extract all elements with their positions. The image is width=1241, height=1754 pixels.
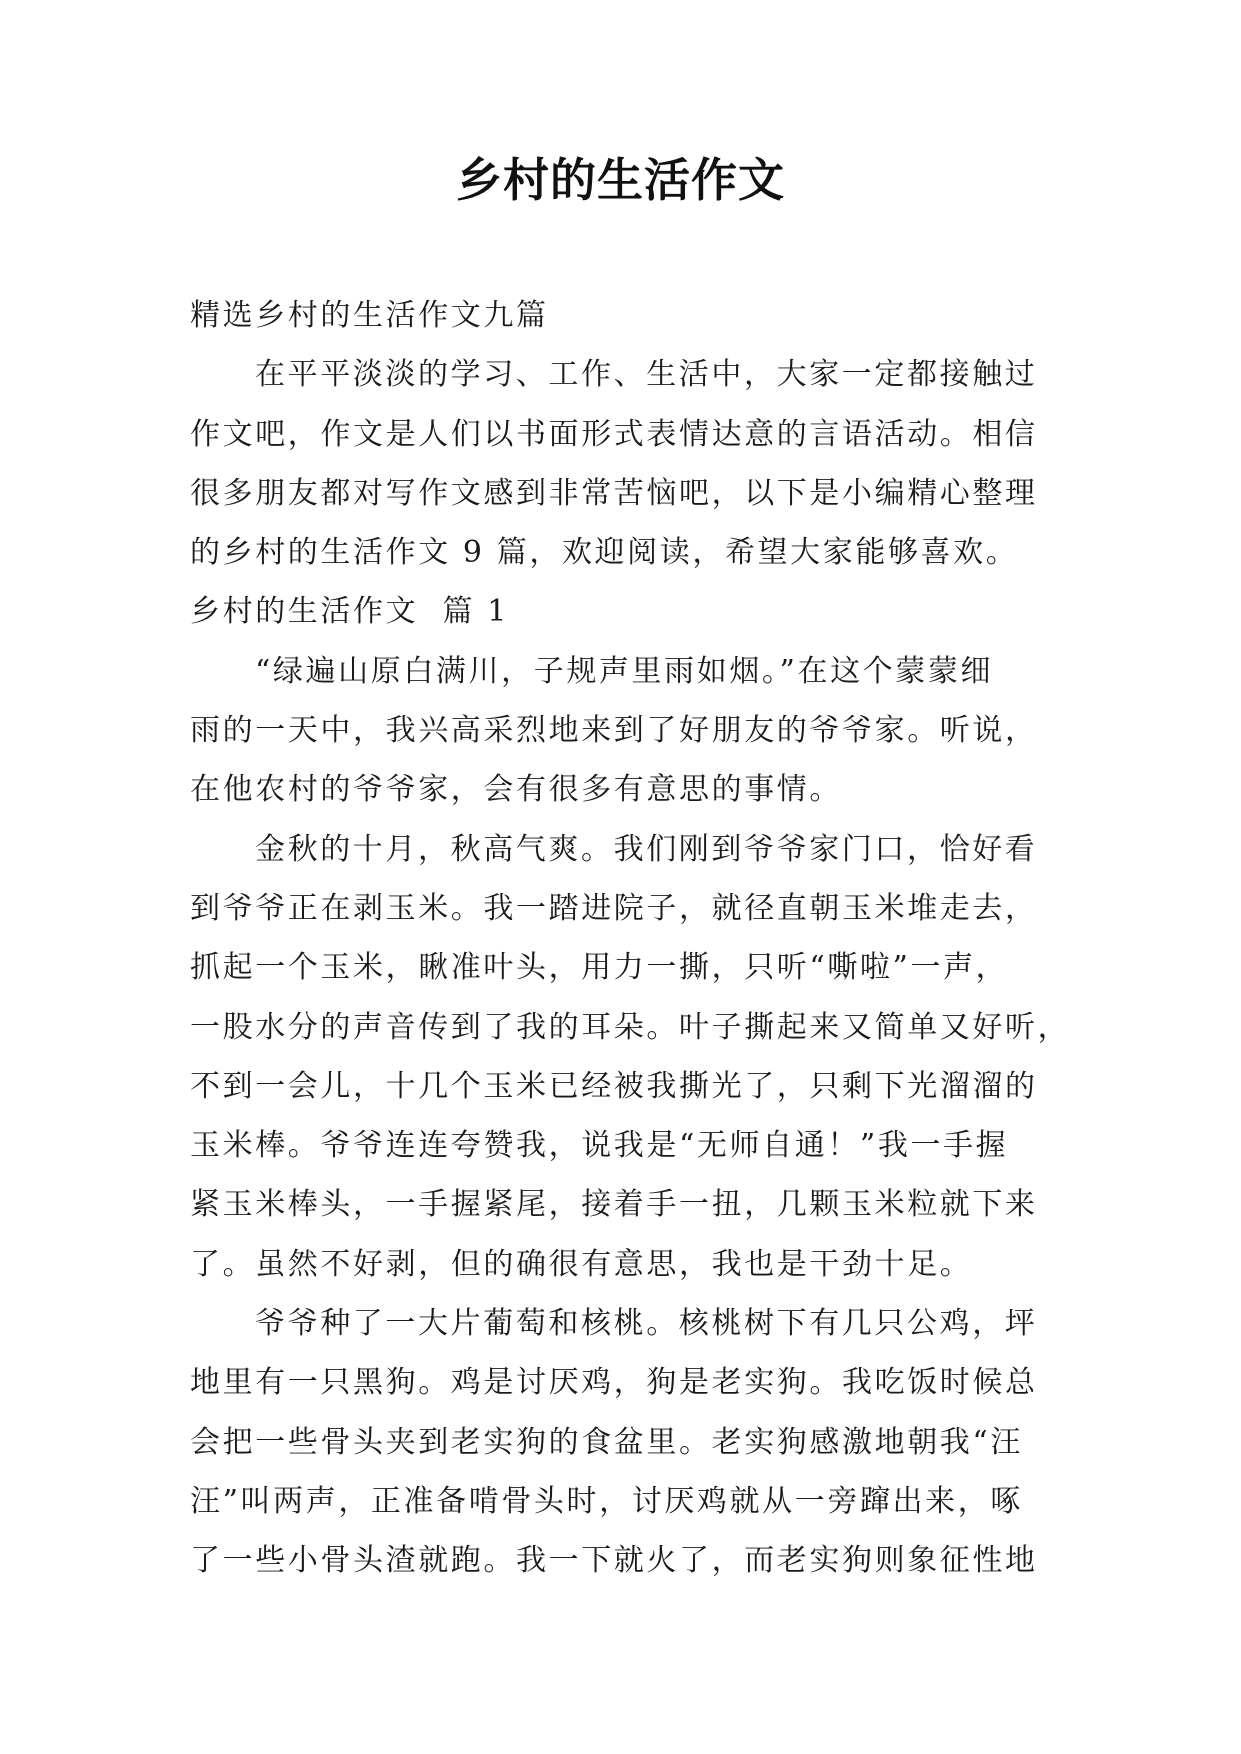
text-line: 了一些小骨头渣就跑。我一下就火了，而老实狗则象征性地 [190, 1543, 1038, 1579]
text-line: 玉米棒。爷爷连连夸赞我，说我是“无师自通！”我一手握 [190, 1128, 1009, 1164]
text-line: 在他农村的爷爷家，会有很多有意思的事情。 [190, 772, 842, 808]
text-line: 作文吧，作文是人们以书面形式表情达意的言语活动。相信 [190, 416, 1038, 452]
text-line: 金秋的十月，秋高气爽。我们刚到爷爷家门口，恰好看 [255, 831, 1038, 867]
text-line: 紧玉米棒头，一手握紧尾，接着手一扭，几颗玉米粒就下来 [190, 1187, 1038, 1223]
text-line: 乡村的生活作文 篇 1 [190, 594, 509, 630]
text-line: 地里有一只黑狗。鸡是讨厌鸡，狗是老实狗。我吃饭时候总 [190, 1365, 1038, 1401]
document-body [190, 286, 1071, 1591]
text-line: 的乡村的生活作文 9 篇，欢迎阅读，希望大家能够喜欢。 [190, 535, 1019, 571]
document-title: 乡村的生活作文 [456, 153, 785, 207]
text-line: 雨的一天中，我兴高采烈地来到了好朋友的爷爷家。听说， [190, 713, 1038, 749]
text-line: “绿遍山原白满川，子规声里雨如烟。”在这个蒙蒙细 [255, 653, 994, 689]
text-line: 到爷爷正在剥玉米。我一踏进院子，就径直朝玉米堆走去， [190, 890, 1038, 926]
text-line: 抓起一个玉米，瞅准叶头，用力一撕，只听“嘶啦”一声， [190, 950, 1009, 986]
text-line: 精选乡村的生活作文九篇 [190, 298, 549, 333]
text-line: 汪”叫两声，正准备啃骨头时，讨厌鸡就从一旁蹿出来，啄 [190, 1483, 1023, 1519]
text-line: 在平平淡淡的学习、工作、生活中，大家一定都接触过 [255, 357, 1038, 393]
text-line: 会把一些骨头夹到老实狗的食盆里。老实狗感激地朝我“汪 [190, 1424, 1023, 1460]
text-line: 不到一会儿，十几个玉米已经被我撕光了，只剩下光溜溜的 [190, 1068, 1038, 1104]
text-line: 一股水分的声音传到了我的耳朵。叶子撕起来又简单又好听， [190, 1009, 1071, 1045]
text-line: 爷爷种了一大片葡萄和核桃。核桃树下有几只公鸡，坪 [255, 1306, 1038, 1342]
text-line: 了。虽然不好剥，但的确很有意思，我也是干劲十足。 [190, 1246, 973, 1282]
text-line: 很多朋友都对写作文感到非常苦恼吧，以下是小编精心整理 [190, 475, 1038, 511]
